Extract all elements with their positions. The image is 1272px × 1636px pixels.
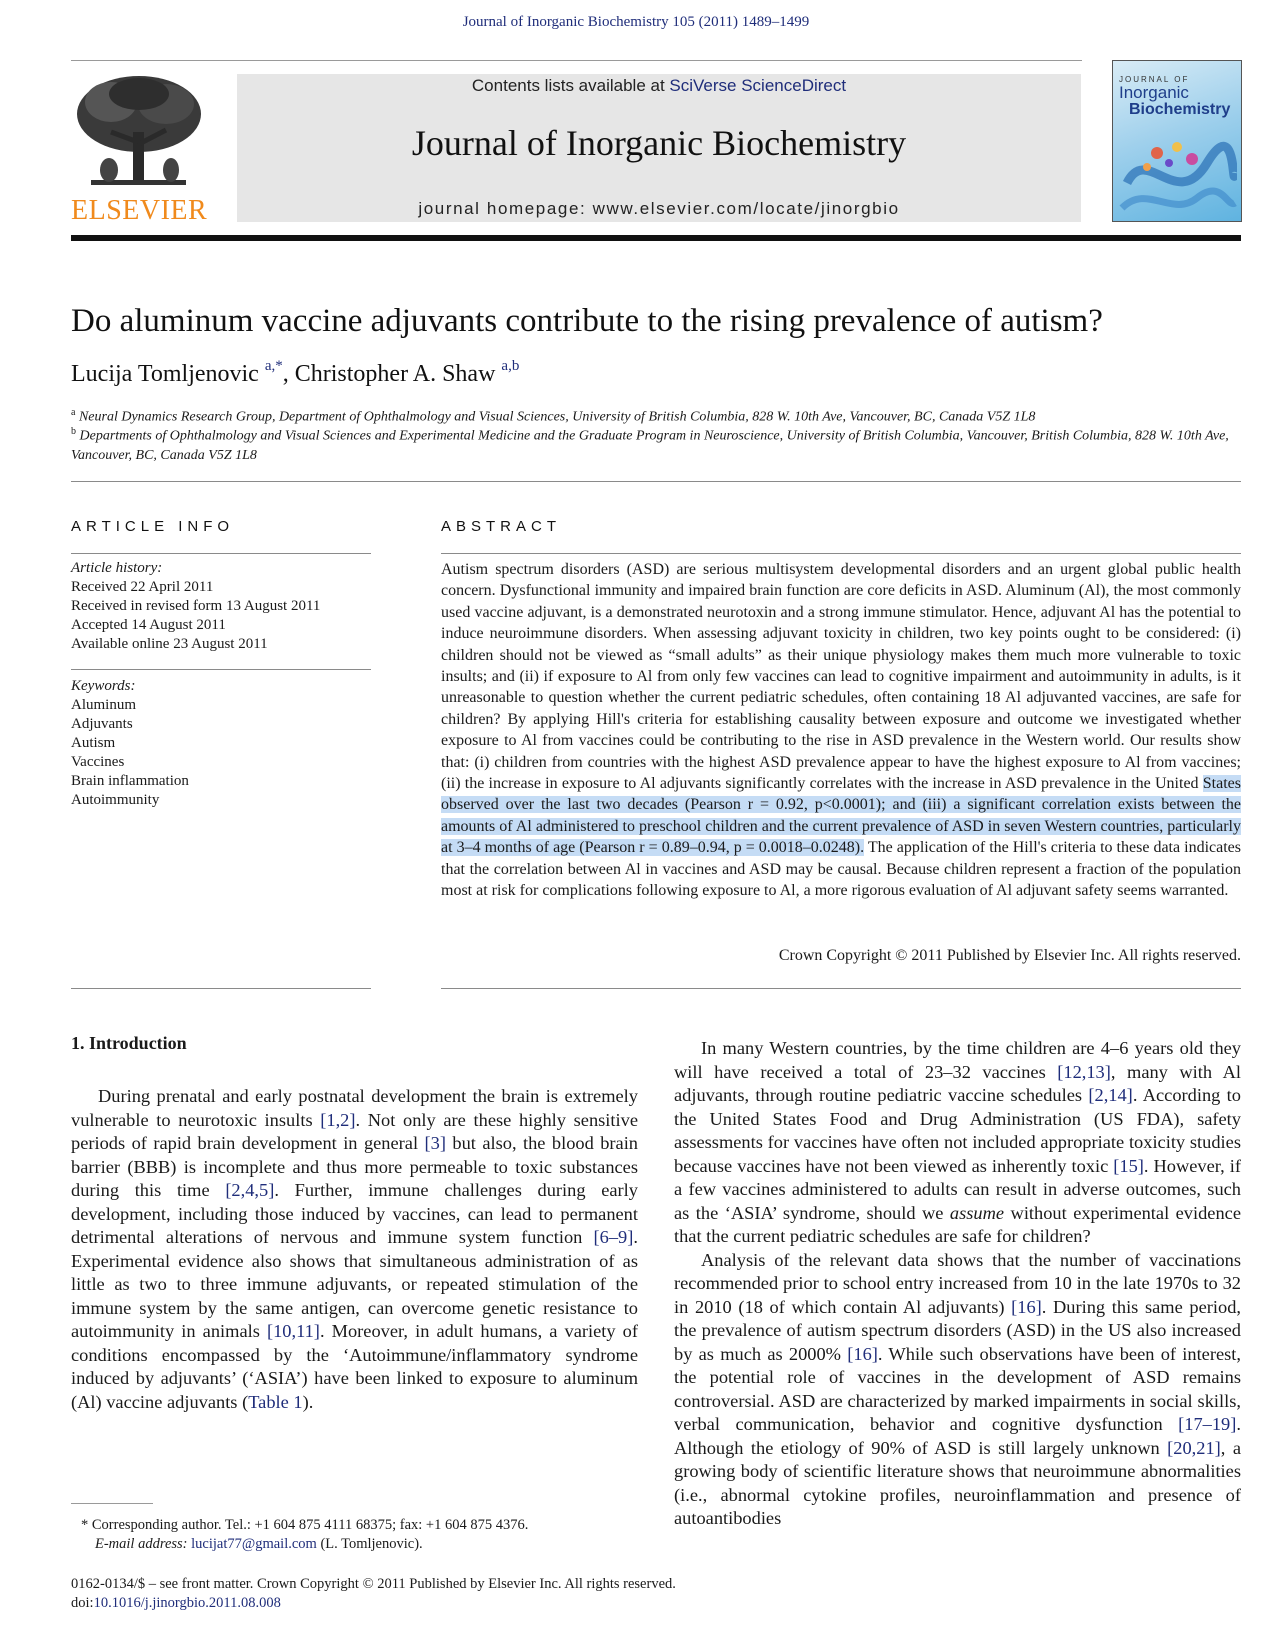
email-link[interactable]: lucijat77@gmail.com (191, 1536, 317, 1552)
affil-mark: a (71, 407, 76, 418)
citation-link[interactable]: [3] (424, 1133, 446, 1153)
author-separator: , (282, 361, 295, 387)
journal-title: Journal of Inorganic Biochemistry (411, 123, 907, 163)
citation-link[interactable]: [16] (1011, 1296, 1042, 1317)
abstract-copyright: Crown Copyright © 2011 Published by Elsevier Inc. All rights reserved. (778, 947, 1241, 964)
body-text: . Further, immune challenges during early development, including those induced by vaccines, can lead to permanent detrimental alterations of nervous and immune system function (71, 1180, 638, 1247)
info-rule (71, 553, 371, 554)
cover-kicker: JOURNAL OF (1119, 75, 1190, 84)
abstract-rule (441, 553, 1241, 554)
body-text: . However, if a few vaccines administered to adults can result in adverse outcomes, such as the ‘ASIA’ syndrome, should we (674, 1155, 1241, 1223)
section-heading-introduction: 1. Introduction (71, 1033, 187, 1053)
header-rule (71, 60, 1082, 61)
article-history (71, 559, 371, 654)
info-rule (71, 669, 371, 670)
abstract-text: The application of the Hill's criteria to these data indicates that the correlation between Al in vaccines and ASD may be causal. Because children represent a fraction of the population most at risk for complications following exposure to Al, a more rigorous evaluation of Al adjuvant safety seems warranted. (441, 839, 1241, 900)
keyword-item: Vaccines (71, 754, 125, 770)
front-matter-note (71, 1575, 676, 1613)
author-name[interactable]: Lucija Tomljenovic (71, 361, 265, 387)
doi-label: doi: (71, 1595, 94, 1611)
author-name[interactable]: Christopher A. Shaw (294, 361, 502, 387)
abstract-text: Autism spectrum disorders (ASD) are serious multisystem developmental disorders and an urgent global public health concern. Dysfunctional immunity and impaired brain function are core deficits in ASD. Aluminum (Al), the most commonly used vaccine adjuvant, is a demonstrated neurotoxin and a strong immune stimulator. Hence, adjuvant Al has the potential to induce neuroimmune disorders. When assessing adjuvant toxicity in children, two key points ought to be considered: (i) children should not be viewed as “small adults” as their unique physiology makes them much more vulnerable to toxic insults; and (ii) if exposure to Al from only few vaccines can lead to cognitive impairment and autoimmunity in adults, is it unreasonable to question whether the current pediatric schedules, often containing 18 Al adjuvanted vaccines, are safe for children? By applying Hill's criteria for establishing causality between exposure and outcome we investigated whether exposure to Al from vaccines could be contributing to the rise in ASD prevalence in the Western world. Our results show that: (i) children from countries with the highest ASD prevalence appear to have the highest exposure to Al from vaccines; (ii) the increase in exposure to Al adjuvants significantly correlates with the increase in ASD prevalence in the United (441, 561, 1241, 793)
abstract-selected-text[interactable]: States observed over the last two decades (Pearson r = 0.92, p<0.0001); and (iii) a significant correlation exists between the amounts of Al administered to preschool children and the current prevalence of ASD in seven Western countries, particularly at 3–4 months of age (Pearson r = 0.89–0.94, p = 0.0018–0.0248). (441, 775, 1241, 857)
intro-paragraph (674, 1249, 1241, 1531)
sciencedirect-link[interactable]: SciVerse ScienceDirect (669, 76, 847, 95)
abstract-heading: ABSTRACT (441, 518, 562, 535)
history-item: Received 22 April 2011 (71, 579, 214, 595)
abstract-bottom-rule (441, 988, 1241, 989)
section-rule (71, 481, 1241, 482)
keywords-label: Keywords: (71, 678, 136, 694)
issn-line: 0162-0134/$ – see front matter. Crown Copyright © 2011 Published by Elsevier Inc. All rights reserved. (71, 1576, 676, 1592)
body-text: . Moreover, in adult humans, a variety of conditions encompassed by the ‘Autoimmune/inflammatory syndrome induced by adjuvants’ (‘ASIA’) have been linked to exposure to aluminum (Al) vaccine adjuvants ( (71, 1321, 638, 1412)
keyword-item: Adjuvants (71, 716, 133, 732)
affil-text: Departments of Ophthalmology and Visual Sciences and Experimental Medicine and the Graduate Program in Neuroscience, University of British Columbia, Vancouver, British Columbia, 828 W. 10th Ave, Vancouver, BC, Canada V5Z 1L8 (71, 428, 1229, 463)
citation-link[interactable]: [12,13] (1057, 1061, 1111, 1082)
citation-link[interactable]: [15] (1113, 1155, 1144, 1176)
journal-cover-thumbnail[interactable] (1112, 60, 1242, 222)
body-text: Analysis of the relevant data shows that the number of vaccinations recommended prior to school entry increased from 10 in the late 1970s to 32 in 2010 (18 of which contain Al adjuvants) (674, 1249, 1241, 1317)
body-text: ). (302, 1391, 314, 1412)
history-item: Received in revised form 13 August 2011 (71, 598, 321, 614)
footnote-rule (71, 1503, 153, 1504)
body-text: . Not only are these highly sensitive periods of rapid brain development in general (71, 1109, 638, 1153)
intro-right-column (674, 1037, 1241, 1531)
body-text: . While such observations have been of interest, the potential role of vaccines in the development of ASD remains controversial. ASD are characterized by marked impairments in social skills, verbal communication, behavior and cognitive dysfunction (674, 1343, 1241, 1434)
citation-link[interactable]: [1,2] (320, 1109, 356, 1130)
intro-left-column (71, 1085, 638, 1414)
body-text: , many with Al adjuvants, through routine pediatric vaccine schedules (674, 1061, 1241, 1105)
body-text: without experimental evidence that the current pediatric schedules are safe for children? (674, 1202, 1241, 1246)
body-text: , a growing body of scientific literature shows that neuroimmune abnormalities (i.e., abnormal cytokine profiles, neuroinflammation and presence of autoantibodies (674, 1437, 1241, 1528)
history-item: Accepted 14 August 2011 (71, 617, 226, 633)
intro-paragraph (71, 1085, 638, 1414)
keywords-list (71, 677, 371, 810)
abstract-body (441, 559, 1241, 902)
citation-link[interactable]: [2,14] (1088, 1085, 1133, 1105)
history-label: Article history: (71, 560, 163, 576)
article-info-heading: ARTICLE INFO (71, 518, 235, 535)
affil-mark: b (71, 426, 76, 437)
footnote-text: Corresponding author. Tel.: +1 604 875 4111 68375; fax: +1 604 875 4376. (88, 1517, 529, 1533)
affiliation-b (71, 422, 1241, 465)
body-text: . According to the United States Food and Drug Administration (US FDA), safety assessments for vaccines have often not included appropriate toxicity studies because vaccines have not been viewed as inherently toxic (674, 1085, 1241, 1176)
table-link[interactable]: Table 1 (248, 1391, 303, 1412)
citation-link[interactable]: [20,21] (1167, 1437, 1221, 1458)
keyword-item: Brain inflammation (71, 773, 189, 789)
keyword-item: Autism (71, 735, 116, 751)
journal-homepage[interactable]: journal homepage: www.elsevier.com/locate/jinorgbio (418, 199, 900, 218)
body-text: In many Western countries, by the time children are 4–6 years old they will have received a total of 23–32 vaccines (674, 1038, 1241, 1082)
affil-text: Neural Dynamics Research Group, Department of Ophthalmology and Visual Sciences, University of British Columbia, 828 W. 10th Ave, Vancouver, BC, Canada V5Z 1L8 (78, 409, 1036, 425)
citation-link[interactable]: [16] (847, 1343, 878, 1364)
body-text: During prenatal and early postnatal development the brain is extremely vulnerable to neurotoxic insults (71, 1086, 638, 1130)
corresponding-author-footnote (81, 1516, 641, 1554)
elsevier-logo (71, 72, 206, 227)
elsevier-wordmark: ELSEVIER (71, 195, 208, 226)
citation-link[interactable]: [17–19] (1178, 1414, 1237, 1434)
citation-link[interactable]: [2,4,5] (225, 1180, 275, 1200)
emphasis-text: assume (949, 1202, 1005, 1223)
elsevier-tree-icon (71, 72, 206, 197)
author-affil-mark[interactable]: a,* (264, 358, 283, 374)
citation-link[interactable]: [10,11] (266, 1321, 320, 1341)
history-item: Available online 23 August 2011 (71, 636, 268, 652)
author-list (71, 360, 519, 388)
cover-title-line1: Inorganic (1119, 83, 1189, 102)
keyword-item: Aluminum (71, 697, 137, 713)
journal-reference-link[interactable]: Journal of Inorganic Biochemistry 105 (2011) 1489–1499 (462, 14, 810, 30)
body-text: . During this same period, the prevalence of autism spectrum disorders (ASD) in the US also increased by as much as 2000% (674, 1296, 1241, 1364)
email-suffix: (L. Tomljenovic). (316, 1536, 423, 1552)
body-text: but also, the blood brain barrier (BBB) is incomplete and thus more permeable to toxic substances during this time (71, 1133, 639, 1200)
doi-link[interactable]: 10.1016/j.jinorgbio.2011.08.008 (93, 1595, 281, 1611)
article-title: Do aluminum vaccine adjuvants contribute to the rising prevalence of autism? (71, 303, 1103, 339)
contents-prefix: Contents lists available at (471, 76, 670, 95)
journal-masthead (237, 74, 1081, 222)
header-thick-rule (71, 235, 1241, 241)
footnote-mark: * (81, 1517, 89, 1533)
body-text: . Although the etiology of 90% of ASD is still largely unknown (674, 1414, 1241, 1458)
email-label: E-mail address: (95, 1536, 192, 1552)
citation-link[interactable]: [6–9] (593, 1227, 634, 1247)
body-text: . Experimental evidence also shows that simultaneous administration of as little as two to three immune adjuvants, or repeated stimulation of the immune system by the same antigen, can overcome genetic resistance to autoimmunity in animals (71, 1227, 638, 1341)
molecule-art-icon (1117, 123, 1237, 219)
info-bottom-rule (71, 988, 371, 989)
author-affil-mark[interactable]: a,b (501, 358, 520, 374)
keyword-item: Autoimmunity (71, 792, 160, 808)
cover-title-line2: Biochemistry (1129, 101, 1231, 118)
intro-paragraph (674, 1037, 1241, 1249)
contents-line (237, 76, 1081, 96)
